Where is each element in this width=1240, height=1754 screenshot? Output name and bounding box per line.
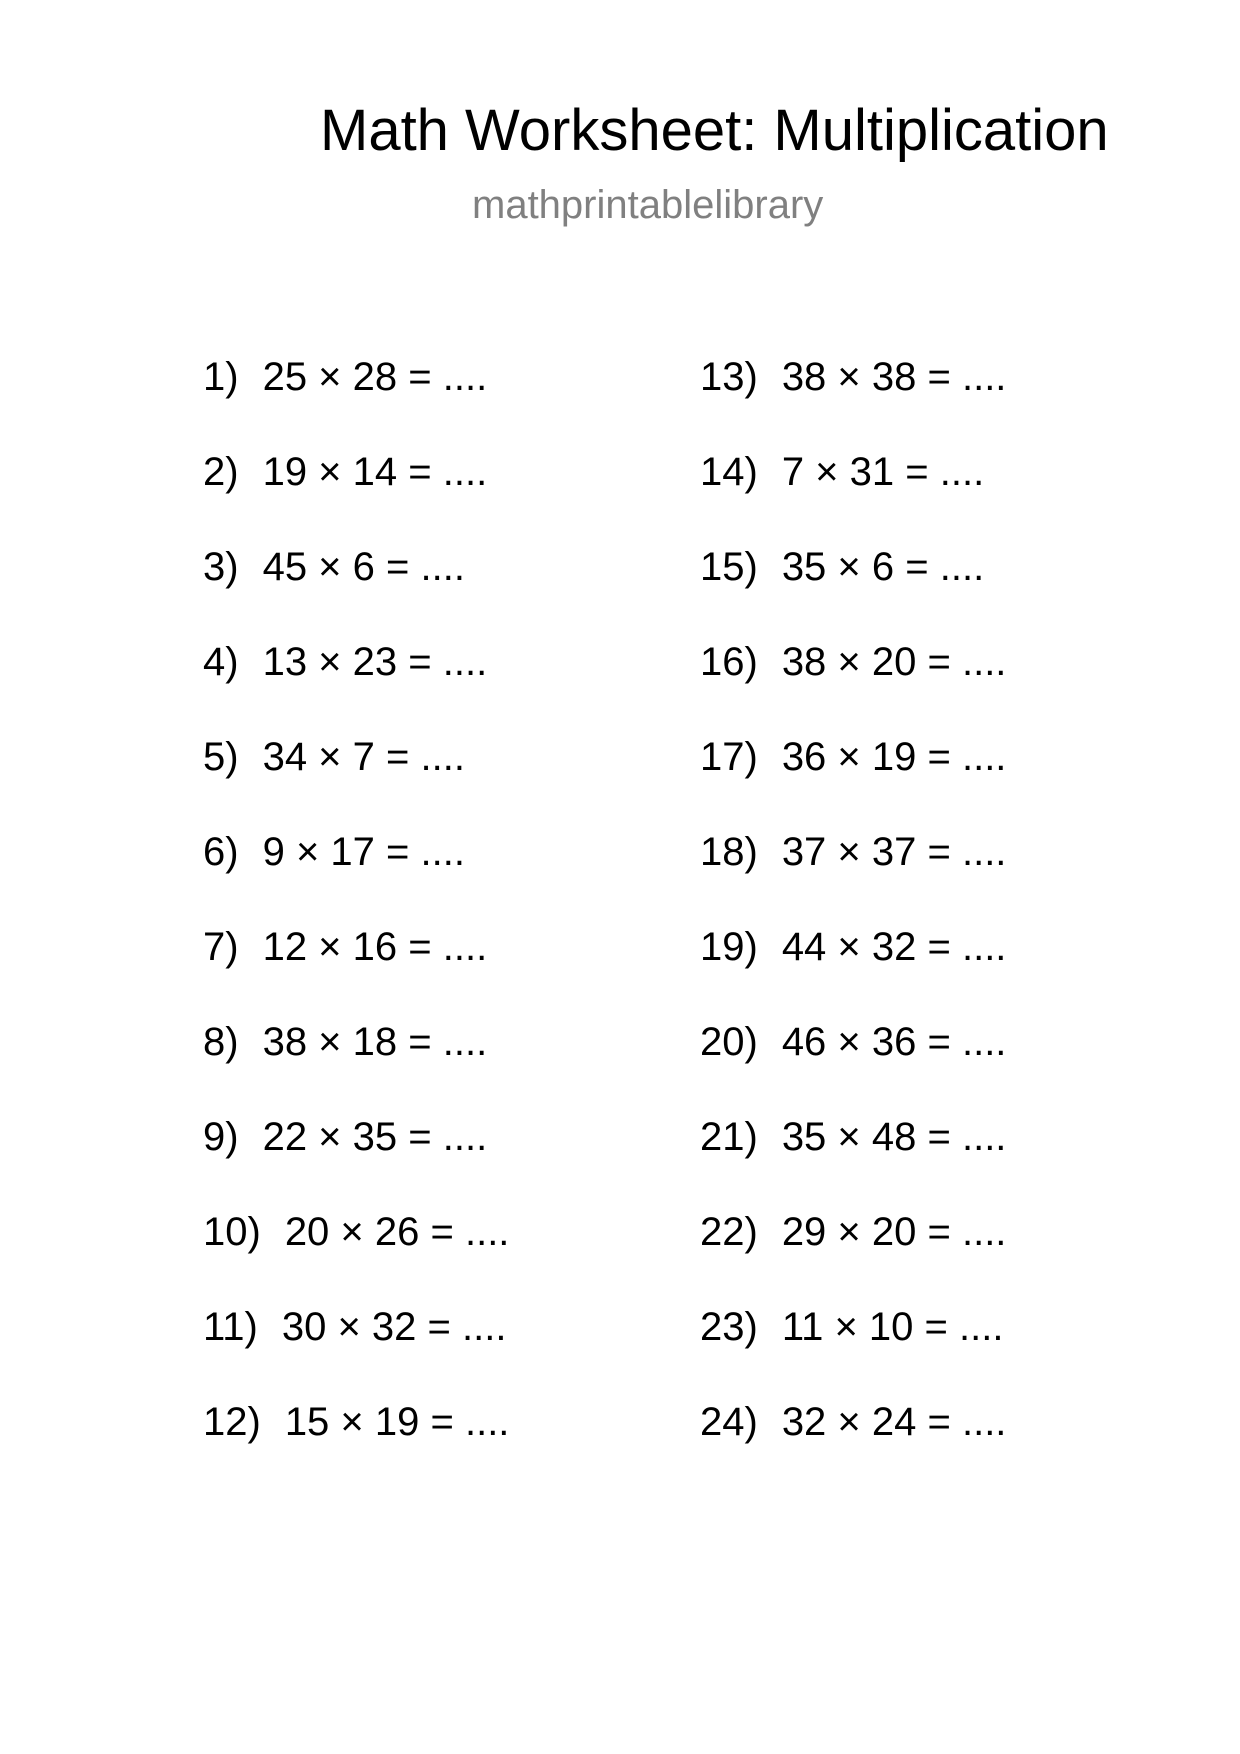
problem-2 [203,449,509,544]
problem-8 [203,1019,509,1114]
problems-left-column [203,354,509,1494]
problem-expression: 11 × 10 = .... [781,1305,1004,1349]
problem-number: 19) [700,925,758,969]
problem-expression: 29 × 20 = .... [781,1210,1007,1254]
problem-number: 2) [203,450,239,494]
problem-4 [203,639,509,734]
problem-23 [700,1304,1006,1399]
problem-number: 8) [203,1020,239,1064]
problem-number: 4) [203,640,239,684]
problem-20 [700,1019,1006,1114]
problem-expression: 22 × 35 = .... [262,1115,488,1159]
problem-19 [700,924,1006,1019]
problem-1 [203,354,509,449]
problem-number: 14) [700,450,758,494]
problem-expression: 45 × 6 = .... [262,545,465,589]
problem-expression: 46 × 36 = .... [781,1020,1007,1064]
problem-number: 6) [203,830,239,874]
problem-number: 20) [700,1020,758,1064]
problem-number: 5) [203,735,239,779]
problem-number: 11) [203,1305,258,1349]
problem-expression: 35 × 6 = .... [781,545,985,589]
problem-expression: 37 × 37 = .... [781,830,1007,874]
problem-22 [700,1209,1006,1304]
problem-number: 7) [203,925,239,969]
problem-expression: 35 × 48 = .... [781,1115,1007,1159]
problem-expression: 20 × 26 = .... [284,1210,510,1254]
problem-number: 24) [700,1400,758,1444]
problem-12 [203,1399,509,1494]
problem-expression: 15 × 19 = .... [284,1400,510,1444]
problem-18 [700,829,1006,924]
problem-11 [203,1304,509,1399]
problem-number: 3) [203,545,239,589]
problem-expression: 38 × 20 = .... [781,640,1007,684]
problem-24 [700,1399,1006,1494]
problem-17 [700,734,1006,829]
problem-10 [203,1209,509,1304]
problem-expression: 34 × 7 = .... [262,735,465,779]
problem-9 [203,1114,509,1209]
problem-expression: 44 × 32 = .... [781,925,1007,969]
problem-14 [700,449,1006,544]
problem-7 [203,924,509,1019]
problem-expression: 13 × 23 = .... [262,640,488,684]
problem-expression: 38 × 38 = .... [781,355,1007,399]
problem-number: 10) [203,1210,261,1254]
problem-15 [700,544,1006,639]
problem-number: 21) [700,1115,758,1159]
problem-number: 17) [700,735,758,779]
problem-number: 16) [700,640,758,684]
problem-16 [700,639,1006,734]
problems-right-column [700,354,1006,1494]
problem-expression: 36 × 19 = .... [781,735,1007,779]
problem-number: 18) [700,830,758,874]
problem-expression: 7 × 31 = .... [781,450,985,494]
problem-number: 1) [203,355,239,399]
problem-21 [700,1114,1006,1209]
problem-number: 23) [700,1305,758,1349]
worksheet-source: mathprintablelibrary [472,183,824,227]
problem-number: 22) [700,1210,758,1254]
problem-expression: 19 × 14 = .... [262,450,488,494]
problem-expression: 25 × 28 = .... [262,355,488,399]
problem-number: 9) [203,1115,239,1159]
problem-13 [700,354,1006,449]
problem-expression: 38 × 18 = .... [262,1020,488,1064]
problem-expression: 12 × 16 = .... [262,925,488,969]
problem-3 [203,544,509,639]
problem-expression: 9 × 17 = .... [262,830,465,874]
problem-expression: 30 × 32 = .... [281,1305,507,1349]
problem-number: 12) [203,1400,261,1444]
problem-6 [203,829,509,924]
problem-number: 13) [700,355,758,399]
problem-5 [203,734,509,829]
problem-expression: 32 × 24 = .... [781,1400,1007,1444]
problem-number: 15) [700,545,758,589]
worksheet-title: Math Worksheet: Multiplication [320,98,1109,163]
